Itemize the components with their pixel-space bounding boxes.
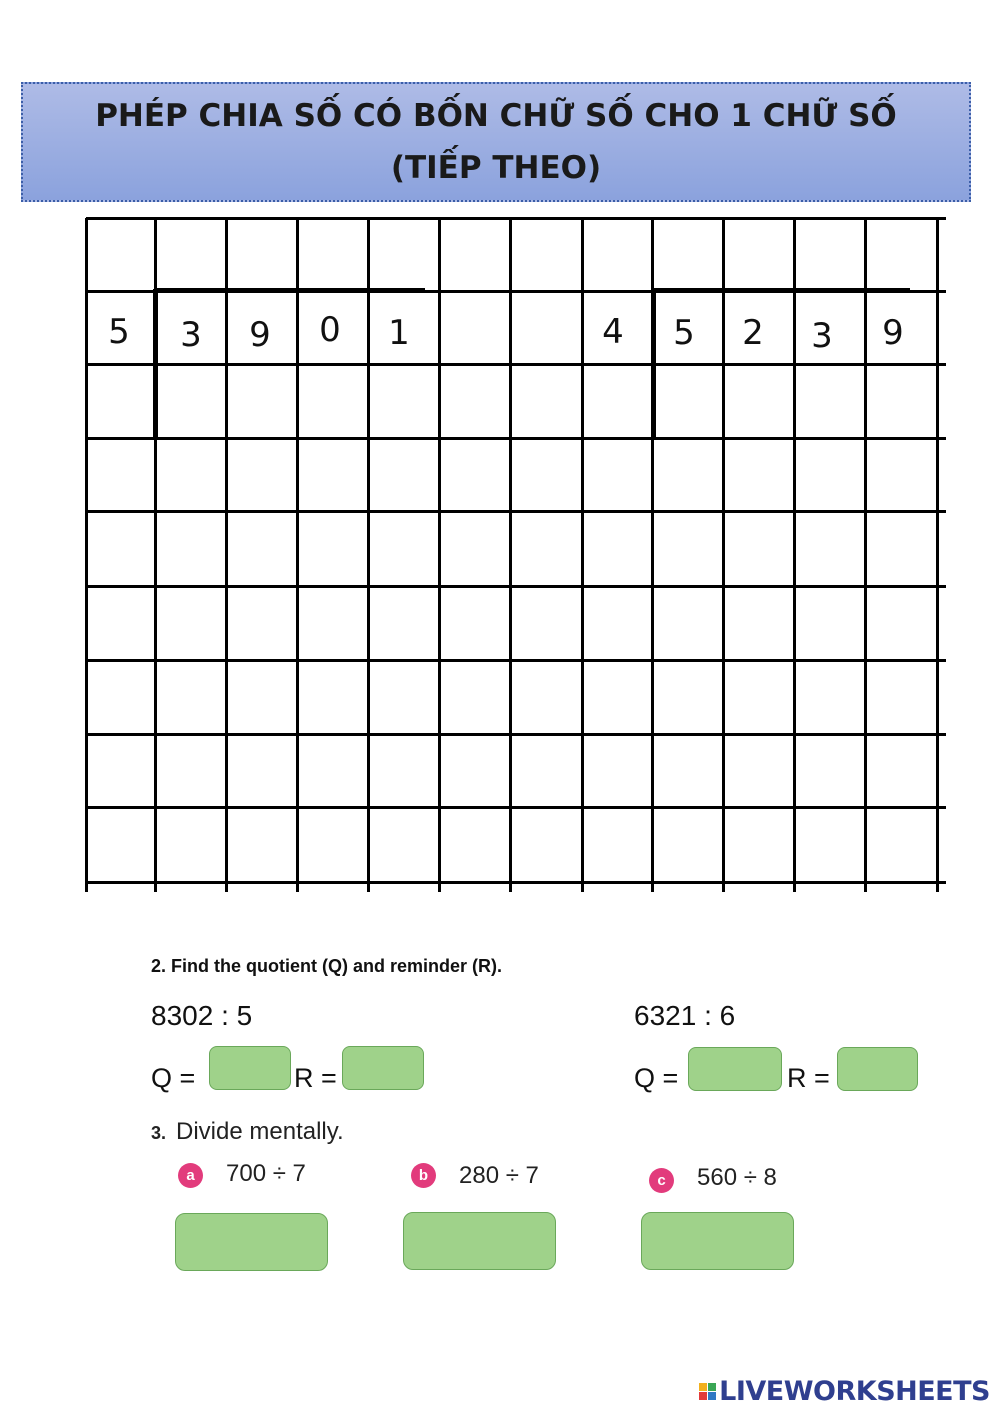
- dividend-1-digit-2: 9: [249, 315, 271, 355]
- grid-horizontal-line: [86, 217, 946, 220]
- answer-box-b[interactable]: [403, 1212, 556, 1270]
- grid-horizontal-line: [86, 363, 946, 366]
- grid-horizontal-line: [86, 585, 946, 588]
- grid-vertical-line: [85, 218, 88, 892]
- remainder-answer-left[interactable]: [342, 1046, 424, 1090]
- quotient-label-right: Q =: [634, 1063, 679, 1093]
- grid-vertical-line: [793, 218, 796, 892]
- section-3-number: 3.: [151, 1123, 167, 1143]
- grid-vertical-line: [581, 218, 584, 892]
- grid-vertical-line: [864, 218, 867, 892]
- answer-box-a[interactable]: [175, 1213, 328, 1271]
- expression-8302-div-5: 8302 : 5: [151, 1000, 253, 1031]
- badge-c: c: [649, 1168, 674, 1193]
- grid-vertical-line: [367, 218, 370, 892]
- section-2-instruction: 2. Find the quotient (Q) and reminder (R).: [151, 956, 502, 976]
- remainder-answer-right[interactable]: [837, 1047, 918, 1091]
- divisor-1: 5: [108, 312, 130, 352]
- dividend-2-digit-3: 3: [811, 316, 833, 356]
- grid-horizontal-line: [86, 437, 946, 440]
- grid-horizontal-line: [86, 806, 946, 809]
- grid-horizontal-line: [86, 733, 946, 736]
- expression-6321-div-6: 6321 : 6: [634, 1000, 736, 1031]
- dividend-2-digit-1: 5: [673, 313, 695, 353]
- remainder-label-left: R =: [294, 1063, 337, 1093]
- page-subtitle: (TIẾP THEO): [390, 150, 602, 186]
- remainder-label-right: R =: [787, 1063, 830, 1093]
- badge-b: b: [411, 1163, 436, 1188]
- quotient-label-left: Q =: [151, 1063, 196, 1093]
- grid-vertical-line: [509, 218, 512, 892]
- grid-horizontal-line: [86, 881, 946, 884]
- grid-vertical-line: [936, 218, 939, 892]
- grid-vertical-line: [296, 218, 299, 892]
- mental-expression-b: 280 ÷ 7: [459, 1162, 539, 1189]
- division-bracket-horizontal-2: [653, 288, 910, 293]
- dividend-2-digit-2: 2: [742, 313, 764, 353]
- grid-vertical-line: [722, 218, 725, 892]
- badge-a: a: [178, 1163, 203, 1188]
- dividend-1-digit-1: 3: [180, 315, 202, 355]
- grid-horizontal-line: [86, 510, 946, 513]
- brand-name: LIVEWORKSHEETS: [719, 1376, 990, 1407]
- division-bracket-vertical-2: [651, 289, 656, 437]
- division-bracket-horizontal-1: [155, 288, 425, 293]
- quotient-answer-right[interactable]: [688, 1047, 782, 1091]
- mental-expression-a: 700 ÷ 7: [226, 1160, 306, 1187]
- dividend-1-digit-4: 1: [388, 313, 410, 353]
- page-title: PHÉP CHIA SỐ CÓ BỐN CHỮ SỐ CHO 1 CHỮ SỐ: [95, 98, 897, 134]
- grid-vertical-line: [438, 218, 441, 892]
- answer-box-c[interactable]: [641, 1212, 794, 1270]
- quotient-answer-left[interactable]: [209, 1046, 291, 1090]
- dividend-2-digit-4: 9: [882, 313, 904, 353]
- liveworksheets-mark-icon: [699, 1383, 716, 1400]
- divisor-2: 4: [602, 312, 624, 352]
- liveworksheets-logo: [699, 1376, 990, 1407]
- section-3-title: Divide mentally.: [176, 1118, 344, 1145]
- mental-expression-c: 560 ÷ 8: [697, 1164, 777, 1191]
- division-bracket-vertical-1: [153, 289, 158, 437]
- dividend-1-digit-3: 0: [319, 310, 341, 350]
- grid-horizontal-line: [86, 659, 946, 662]
- section-3-heading: [151, 1118, 344, 1146]
- grid-vertical-line: [225, 218, 228, 892]
